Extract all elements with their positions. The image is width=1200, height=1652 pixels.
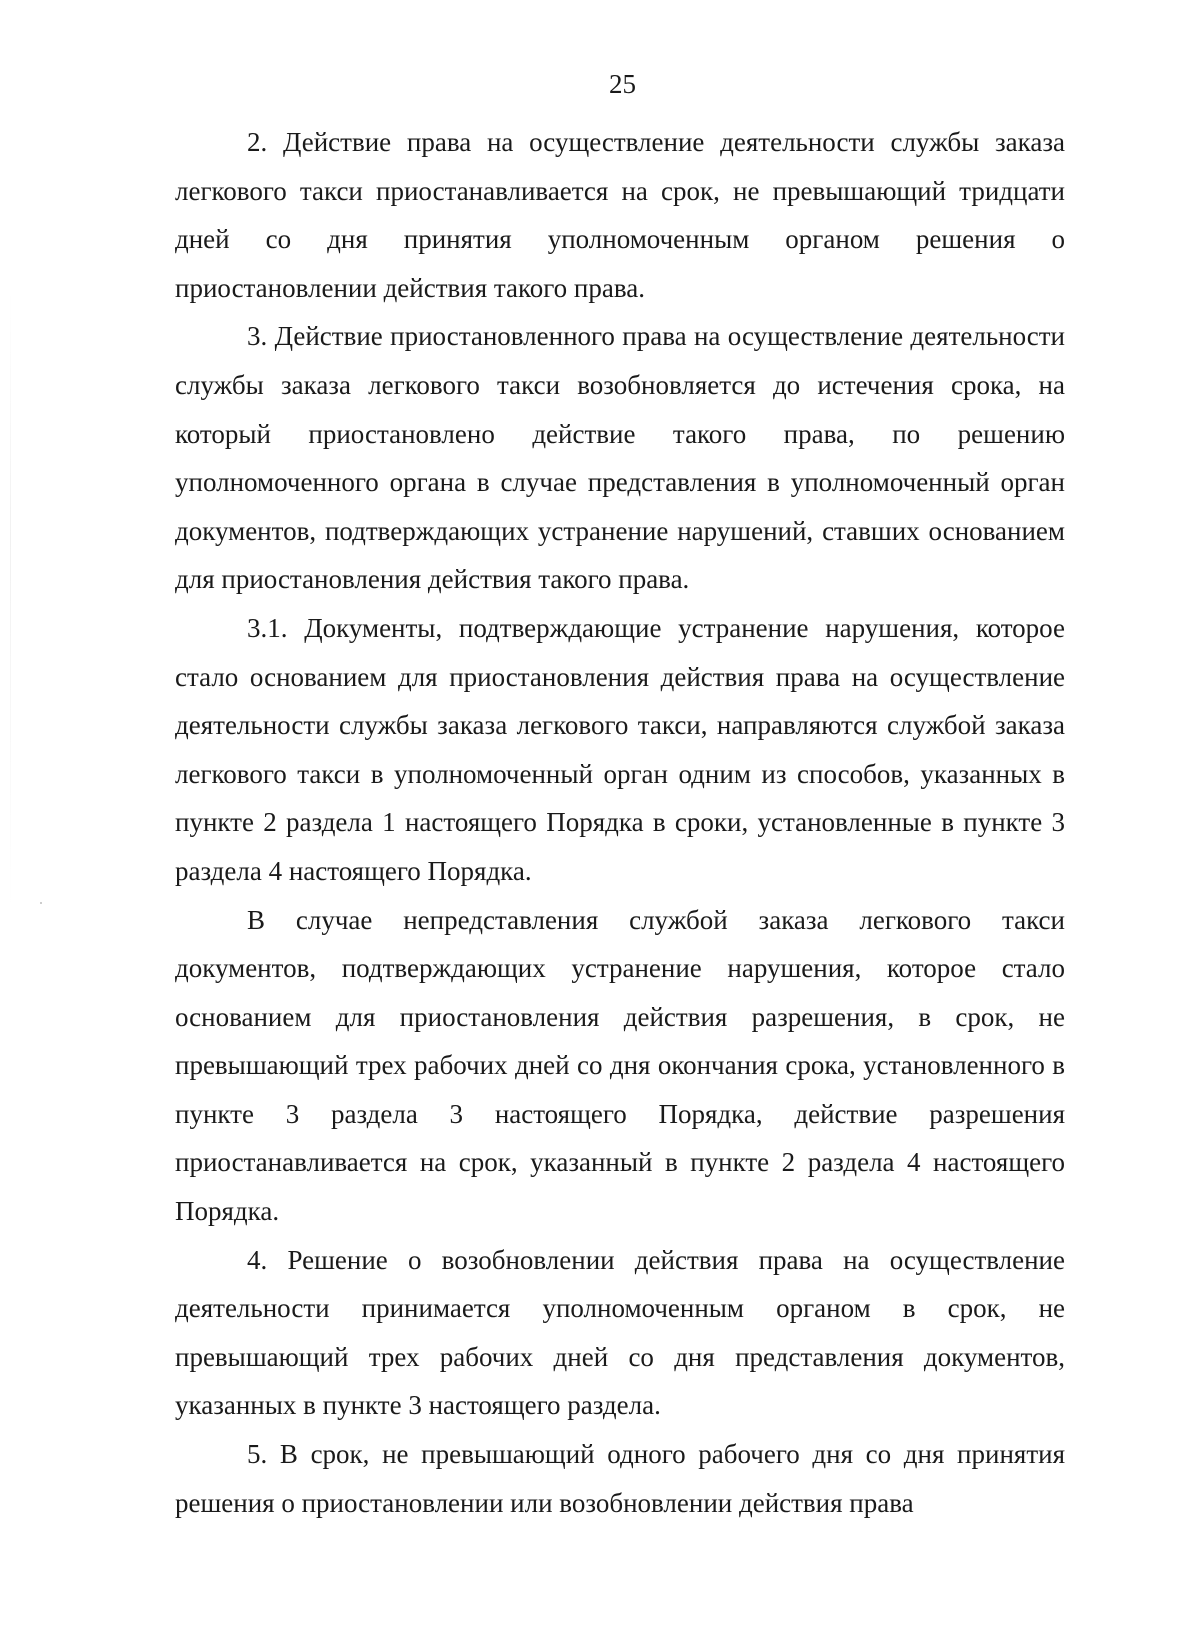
- paragraph-5: 5. В срок, не превышающий одного рабочего дня со дня принятия решения о приостановлении или возобновлении действия права: [175, 1439, 1065, 1518]
- paragraph-2: 2. Действие права на осуществление деятельности службы заказа легкового такси приостанавливается на срок, не превышающий тридцати дней со дня принятия уполномоченным органом решения о приостановлении действия такого права.: [175, 127, 1065, 303]
- document-body: [175, 118, 1065, 1527]
- scan-speck: [40, 902, 42, 904]
- paragraph-3: 3. Действие приостановленного права на осуществление деятельности службы заказа легкового такси возобновляется до истечения срока, на который приостановлено действие такого права, по решению уполномоченного органа в случае представления в уполномоченный орган документов, подтверждающих устранение нарушений, ставших основанием для приостановления действия такого права.: [175, 321, 1065, 595]
- scan-edge-shadow: [10, 290, 11, 910]
- paragraph-3-1: 3.1. Документы, подтверждающие устранение нарушения, которое стало основанием для приостановления действия права на осуществление деятельности службы заказа легкового такси, направляются службой заказа легкового такси в уполномоченный орган одним из способов, указанных в пункте 2 раздела 1 настоящего Порядка в сроки, установленные в пункте 3 раздела 4 настоящего Порядка.: [175, 612, 1065, 886]
- paragraph-non-submission: В случае непредставления службой заказа легкового такси документов, подтверждающих устранение нарушения, которое стало основанием для приостановления действия разрешения, в срок, не превышающий трех рабочих дней со дня окончания срока, установленного в пункте 3 раздела 3 настоящего Порядка, действие разрешения приостанавливается на срок, указанный в пункте 2 раздела 4 настоящего Порядка.: [175, 904, 1065, 1227]
- page-number: 25: [609, 69, 636, 99]
- paragraph-4: 4. Решение о возобновлении действия права на осуществление деятельности принимается уполномоченным органом в срок, не превышающий трех рабочих дней со дня представления документов, указанных в пункте 3 настоящего раздела.: [175, 1244, 1065, 1421]
